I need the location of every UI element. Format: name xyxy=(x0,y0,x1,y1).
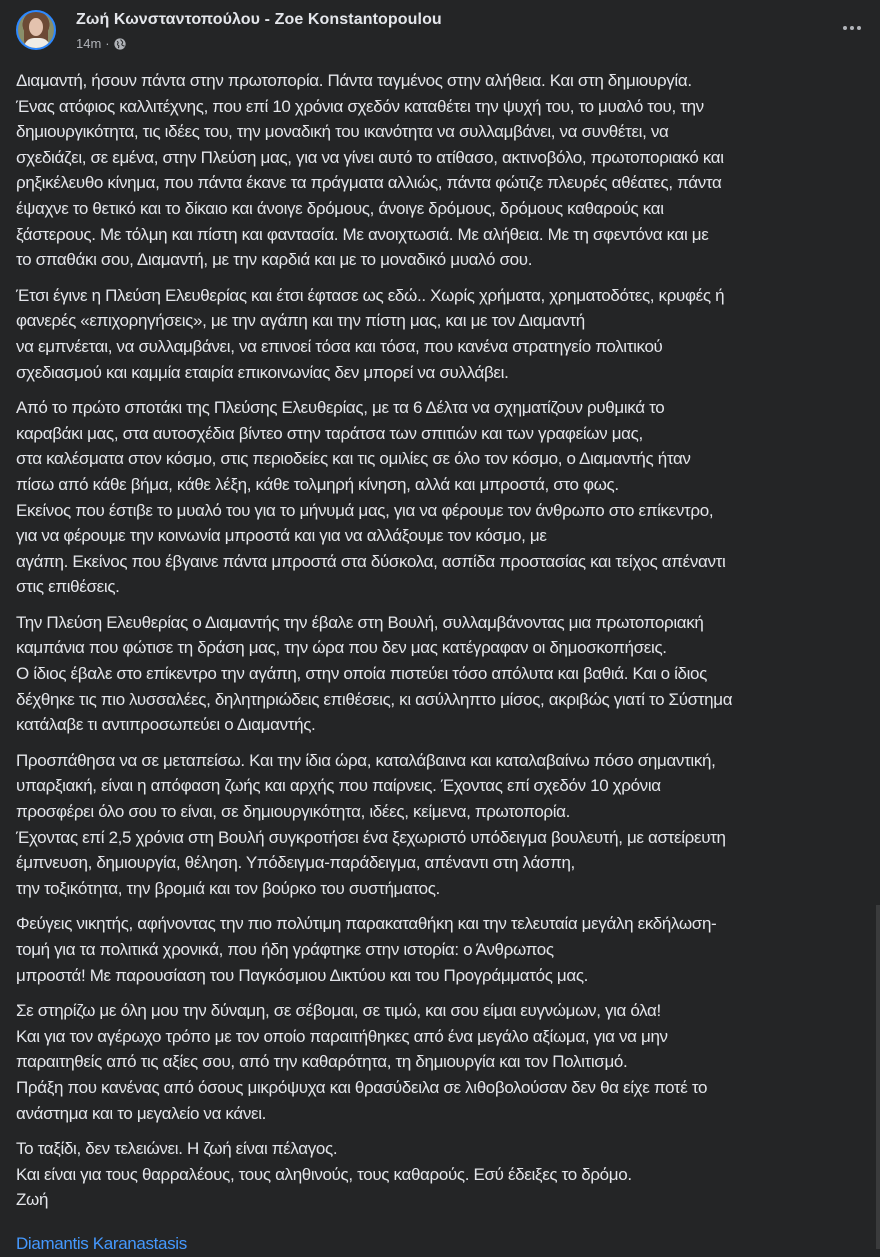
text-line: Πράξη που κανένας από όσους μικρόψυχα και θρασύδειλα σε λιθοβολούσαν δεν θα είχε ποτέ το xyxy=(16,1077,708,1097)
text-line: την τοξικότητα, την βρομιά και τον βούρκο του συστήματος. xyxy=(16,878,440,898)
text-line: ρηξικέλευθο κίνημα, που πάντα έκανε τα πράγματα αλλιώς, πάντα φώτιζε πλευρές αθέατες, πάντα xyxy=(16,173,722,193)
text-line: Το ταξίδι, δεν τελειώνει. Η ζωή είναι πέλαγος. xyxy=(16,1139,338,1159)
text-line: Προσπάθησα να σε μεταπείσω. Και την ίδια ώρα, καταλάβαινα και καταλαβαίνω πόσο σημαντική, xyxy=(16,750,716,770)
text-line: Την Πλεύση Ελευθερίας ο Διαμαντής την έβαλε στη Βουλή, συλλαμβάνοντας μια πρωτοποριακή xyxy=(16,612,704,632)
text-line: Ο ίδιος έβαλε στο επίκεντρο την αγάπη, στην οποία πιστεύει τόσο απόλυτα και βαθιά. Και ο ίδιος xyxy=(16,664,707,684)
text-line: πίσω από κάθε βήμα, κάθε λέξη, κάθε τολμηρή κίνηση, αλλά και μπροστά, στο φως. xyxy=(16,474,619,494)
post-meta xyxy=(76,36,126,51)
scrollbar[interactable] xyxy=(876,905,880,1249)
text-line: ανάστημα και το μεγαλείο να κάνει. xyxy=(16,1103,267,1123)
text-line: έμπνευση, δημιουργία, θέληση. Υπόδειγμα-παράδειγμα, απέναντι στη λάσπη, xyxy=(16,853,575,873)
text-line: φανερές «επιχορηγήσεις», με την αγάπη και την πίστη μας, και με τον Διαμαντή xyxy=(16,311,585,331)
post-paragraph xyxy=(16,911,878,988)
post-header xyxy=(16,10,864,54)
text-line: στις επιθέσεις. xyxy=(16,577,120,597)
text-line: στα καλέσματα στον κόσμο, στις περιοδείες και τις ομιλίες σε όλο τον κόσμο, ο Διαμαντής ήταν xyxy=(16,449,691,469)
post-paragraph xyxy=(16,610,878,738)
post-paragraph xyxy=(16,68,878,273)
text-line: Ένας ατόφιος καλλιτέχνης, που επί 10 χρόνια σχεδόν καταθέτει την ψυχή του, το μυαλό του, την xyxy=(16,96,704,116)
more-options-dot xyxy=(850,26,854,30)
text-line: Από το πρώτο σποτάκι της Πλεύσης Ελευθερίας, με τα 6 Δέλτα να σχηματίζουν ρυθμικά το xyxy=(16,398,665,418)
text-line: μπροστά! Με παρουσίαση του Παγκόσμιου Δικτύου και του Προγράμματός μας. xyxy=(16,965,589,985)
avatar-face xyxy=(29,18,43,36)
text-line: δημιουργικότητα, τις ιδέες του, την μοναδική του ικανότητα να συλλαμβάνει, να συνθέτει, να xyxy=(16,122,669,142)
text-line: Εκείνος που έστιβε το μυαλό του για το μήνυμά μας, για να φέρουμε τον άνθρωπο στο επίκεντρο, xyxy=(16,500,714,520)
text-line: Έχοντας επί 2,5 χρόνια στη Βουλή συγκροτήσει ένα ξεχωριστό υπόδειγμα βουλευτή, με αστείρευτη xyxy=(16,827,726,847)
text-line: σχεδιάζει, σε εμένα, στην Πλεύση μας, για να γίνει αυτό το ατίθασο, ακτινοβόλο, πρωτοποριακό και xyxy=(16,147,724,167)
post-paragraph xyxy=(16,748,878,902)
text-line: προσφέρει όλο σου το είναι, σε δημιουργικότητα, ιδέες, κείμενα, πρωτοπορία. xyxy=(16,802,571,822)
text-line: Και για τον αγέρωχο τρόπο με τον οποίο παραιτήθηκες από ένα μεγάλο αξίωμα, για να μην xyxy=(16,1026,668,1046)
text-line: τομή για τα πολιτικά χρονικά, που ήδη γράφτηκε στην ιστορία: ο Άνθρωπος xyxy=(16,940,554,959)
more-options-dot xyxy=(857,26,861,30)
post-paragraph xyxy=(16,1136,878,1213)
text-line: Φεύγεις νικητής, αφήνοντας την πιο πολύτιμη παρακαταθήκη και την τελευταία μεγάλη εκδήλωση- xyxy=(16,914,717,934)
text-line: παραιτηθείς από τις αξίες σου, από την καθαρότητα, τη δημιουργία και τον Πολιτισμό. xyxy=(16,1052,628,1072)
post-paragraph xyxy=(16,283,878,385)
post-timestamp[interactable]: 14m xyxy=(76,36,102,51)
meta-separator: · xyxy=(105,36,110,51)
text-line: υπαρξιακή, είναι η απόφαση ζωής και αρχής που παίρνεις. Έχοντας επί σχεδόν 10 χρόνια xyxy=(16,776,661,796)
text-line: δέχθηκε τις πιο λυσσαλέες, δηλητηριώδεις επιθέσεις, κι ασύλληπτο μίσος, ακριβώς γιατί το Σύστημα xyxy=(16,689,733,709)
avatar[interactable] xyxy=(16,10,56,50)
post-paragraph xyxy=(16,395,878,600)
more-options-icon xyxy=(843,26,847,30)
text-line: σχεδιασμού και καμμία εταιρία επικοινωνίας δεν μπορεί να συλλάβει. xyxy=(16,362,509,382)
text-line: Ζωή xyxy=(16,1190,49,1210)
mention-link[interactable]: Diamantis Karanastasis xyxy=(16,1233,187,1253)
text-line: Σε στηρίζω με όλη μου την δύναμη, σε σέβομαι, σε τιμώ, και σου είμαι ευγνώμων, για όλα! xyxy=(16,1001,661,1021)
text-line: το σπαθάκι σου, Διαμαντή, με την καρδιά και με το μοναδικό μυαλό σου. xyxy=(16,250,533,270)
post-body xyxy=(16,68,878,1257)
text-line: κατάλαβε τι αντιπροσωπεύει ο Διαμαντής. xyxy=(16,715,316,735)
post-paragraph xyxy=(16,998,878,1126)
author-name[interactable]: Ζωή Κωνσταντοπούλου - Zoe Konstantopoulou xyxy=(76,11,442,28)
globe-icon[interactable] xyxy=(114,38,126,50)
text-line: για να φέρουμε την κοινωνία μπροστά και για να αλλάξουμε τον κόσμο, με xyxy=(16,526,547,546)
text-line: Και είναι για τους θαρραλέους, τους αληθινούς, τους καθαρούς. Εσύ έδειξες το δρόμο. xyxy=(16,1164,632,1184)
text-line: να εμπνέεται, να συλλαμβάνει, να επινοεί τόσα και τόσα, που κανένα στρατηγείο πολιτικού xyxy=(16,336,663,356)
more-options-button[interactable] xyxy=(840,20,864,36)
text-line: ξάστερους. Με τόλμη και πίστη και φαντασία. Με ανοιχτωσιά. Με αλήθεια. Με τη σφεντόνα και με xyxy=(16,224,709,244)
text-line: Διαμαντή, ήσουν πάντα στην πρωτοπορία. Πάντα ταγμένος στην αλήθεια. Και στη δημιουργία. xyxy=(16,71,692,90)
text-line: καραβάκι μας, στα αυτοσχέδια βίντεο στην ταράτσα των σπιτιών και των γραφείων μας, xyxy=(16,423,643,443)
text-line: αγάπη. Εκείνος που έβγαινε πάντα μπροστά στα δύσκολα, ασπίδα προστασίας και τείχος απέναντι xyxy=(16,551,726,571)
text-line: καμπάνια που φώτισε τη δράση μας, την ώρα που δεν μας κατέγραφαν οι δημοσκοπήσεις. xyxy=(16,638,667,658)
text-line: Έτσι έγινε η Πλεύση Ελευθερίας και έτσι έφτασε ως εδώ.. Χωρίς χρήματα, χρηματοδότες, κρυφές ή xyxy=(16,285,725,305)
avatar-shirt xyxy=(24,38,50,50)
text-line: έψαχνε το θετικό και το δίκαιο και άνοιγε δρόμους, άνοιγε δρόμους, δρόμους καθαρούς και xyxy=(16,198,664,218)
